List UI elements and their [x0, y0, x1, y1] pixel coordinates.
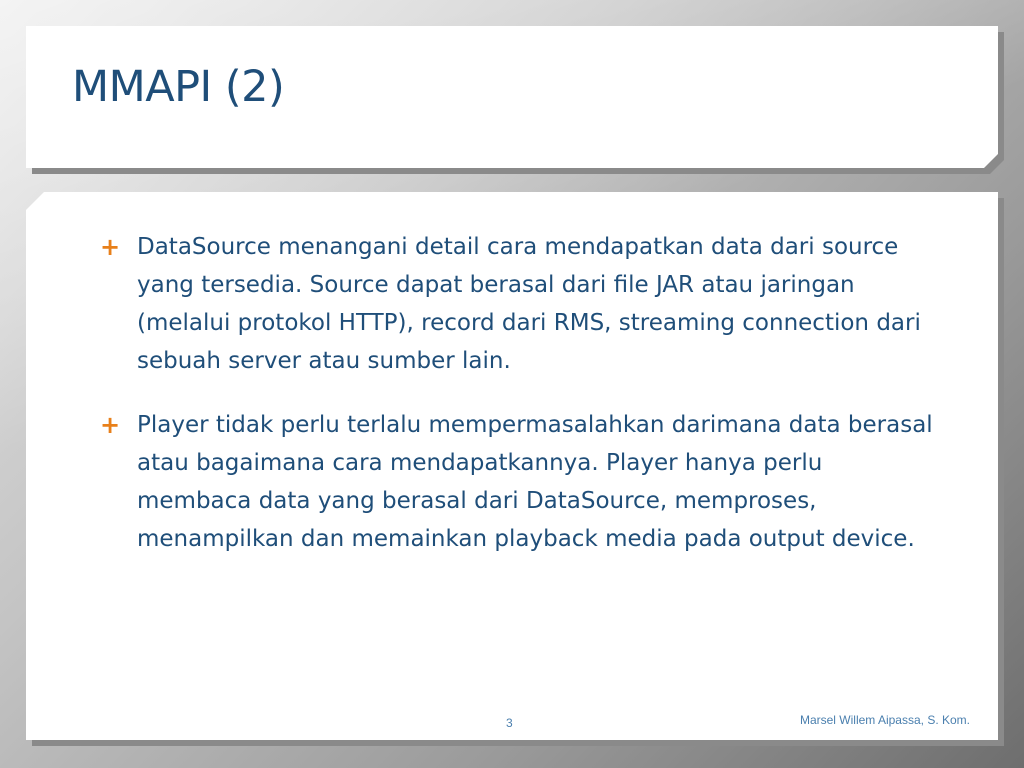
slide-title: MMAPI (2): [72, 62, 285, 112]
bullet-list: [100, 228, 940, 584]
bullet-item: [100, 228, 940, 380]
bullet-text: Player tidak perlu terlalu mempermasalahkan darimana data berasal atau bagaimana cara mendapatkannya. Player hanya perlu membaca data yang berasal dari DataSource, memproses, menampilkan dan memainkan playback media pada output device.: [137, 412, 933, 552]
slide-number: 3: [506, 716, 513, 730]
footer-author: Marsel Willem Aipassa, S. Kom.: [799, 713, 970, 727]
plus-bullet-icon: +: [100, 411, 121, 439]
bullet-text: DataSource menangani detail cara mendapatkan data dari source yang tersedia. Source dapat berasal dari file JAR atau jaringan (melalui protokol HTTP), record dari RMS, streaming connection dari sebuah server atau sumber lain.: [137, 234, 921, 374]
plus-bullet-icon: +: [100, 233, 121, 261]
bullet-item: [100, 406, 940, 558]
